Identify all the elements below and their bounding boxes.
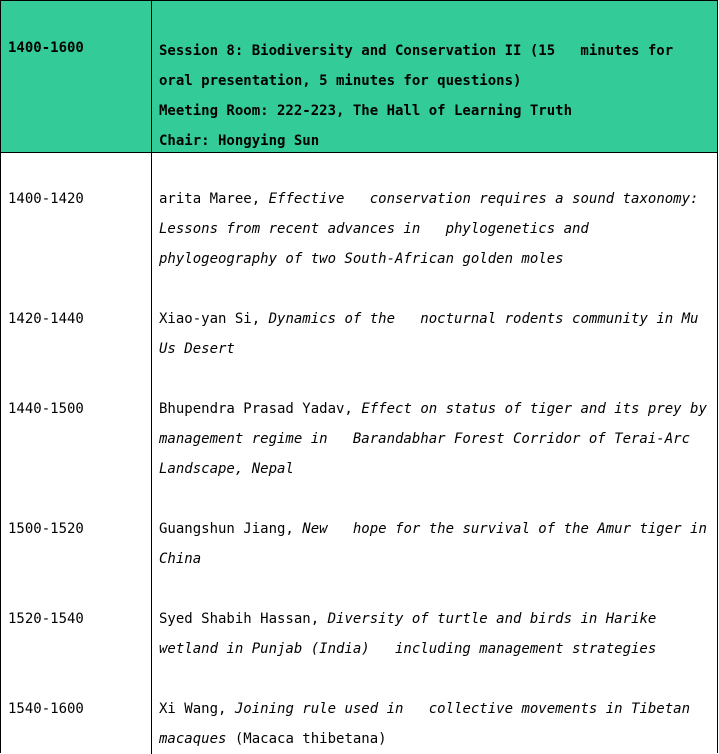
session-info xyxy=(159,36,711,156)
talk-time: 1440-1500 xyxy=(8,401,84,417)
talk-time: 1520-1540 xyxy=(8,611,84,627)
session-title-line1: Session 8: Biodiversity and Conservation II (15 minutes for xyxy=(159,43,674,59)
talk-time: 1400-1420 xyxy=(8,191,84,207)
talk-time: 1540-1600 xyxy=(8,701,84,717)
session-time: 1400-1600 xyxy=(8,40,84,56)
talk-speaker: Bhupendra Prasad Yadav, xyxy=(159,401,353,417)
talk-speaker: Syed Shabih Hassan, xyxy=(159,611,320,627)
talk-time: 1420-1440 xyxy=(8,311,84,327)
talk-speaker: Guangshun Jiang, xyxy=(159,521,294,537)
talk-speaker: arita Maree, xyxy=(159,191,261,207)
talk-time: 1500-1520 xyxy=(8,521,84,537)
talk-entry xyxy=(159,394,716,484)
talk-title: Effect on status of tiger and its prey by management regime in Barandabhar Forest Corridor of Terai-Arc Landscape, Nepal xyxy=(159,401,716,477)
session-title-line2: oral presentation, 5 minutes for questions) xyxy=(159,73,522,89)
talk-entry xyxy=(159,604,709,664)
talk-speaker: Xi Wang, xyxy=(159,701,227,717)
talk-title: New hope for the survival of the Amur tiger in China xyxy=(159,521,716,567)
talk-entry xyxy=(159,514,716,574)
session-chair: Chair: Hongying Sun xyxy=(159,133,320,149)
session-room: Meeting Room: 222-223, The Hall of Learning Truth xyxy=(159,103,573,119)
talk-title: Dynamics of the nocturnal rodents community in Mu Us Desert xyxy=(159,311,707,357)
talk-speaker: Xiao-yan Si, xyxy=(159,311,261,327)
talk-entry xyxy=(159,694,709,754)
talk-species: (Macaca thibetana) xyxy=(234,731,387,747)
session-header-row xyxy=(1,1,717,153)
talk-title: Diversity of turtle and birds in Harike wetland in Punjab (India) including management strategies xyxy=(159,611,665,657)
talk-title: Joining rule used in collective movements in Tibetan macaques xyxy=(159,701,699,747)
talk-entry xyxy=(159,304,709,364)
column-divider xyxy=(151,1,152,754)
talk-entry xyxy=(159,184,709,274)
talk-title: Effective conservation requires a sound taxonomy: Lessons from recent advances in phylogenetics and phylogeography of two South-African golden moles xyxy=(159,191,707,267)
